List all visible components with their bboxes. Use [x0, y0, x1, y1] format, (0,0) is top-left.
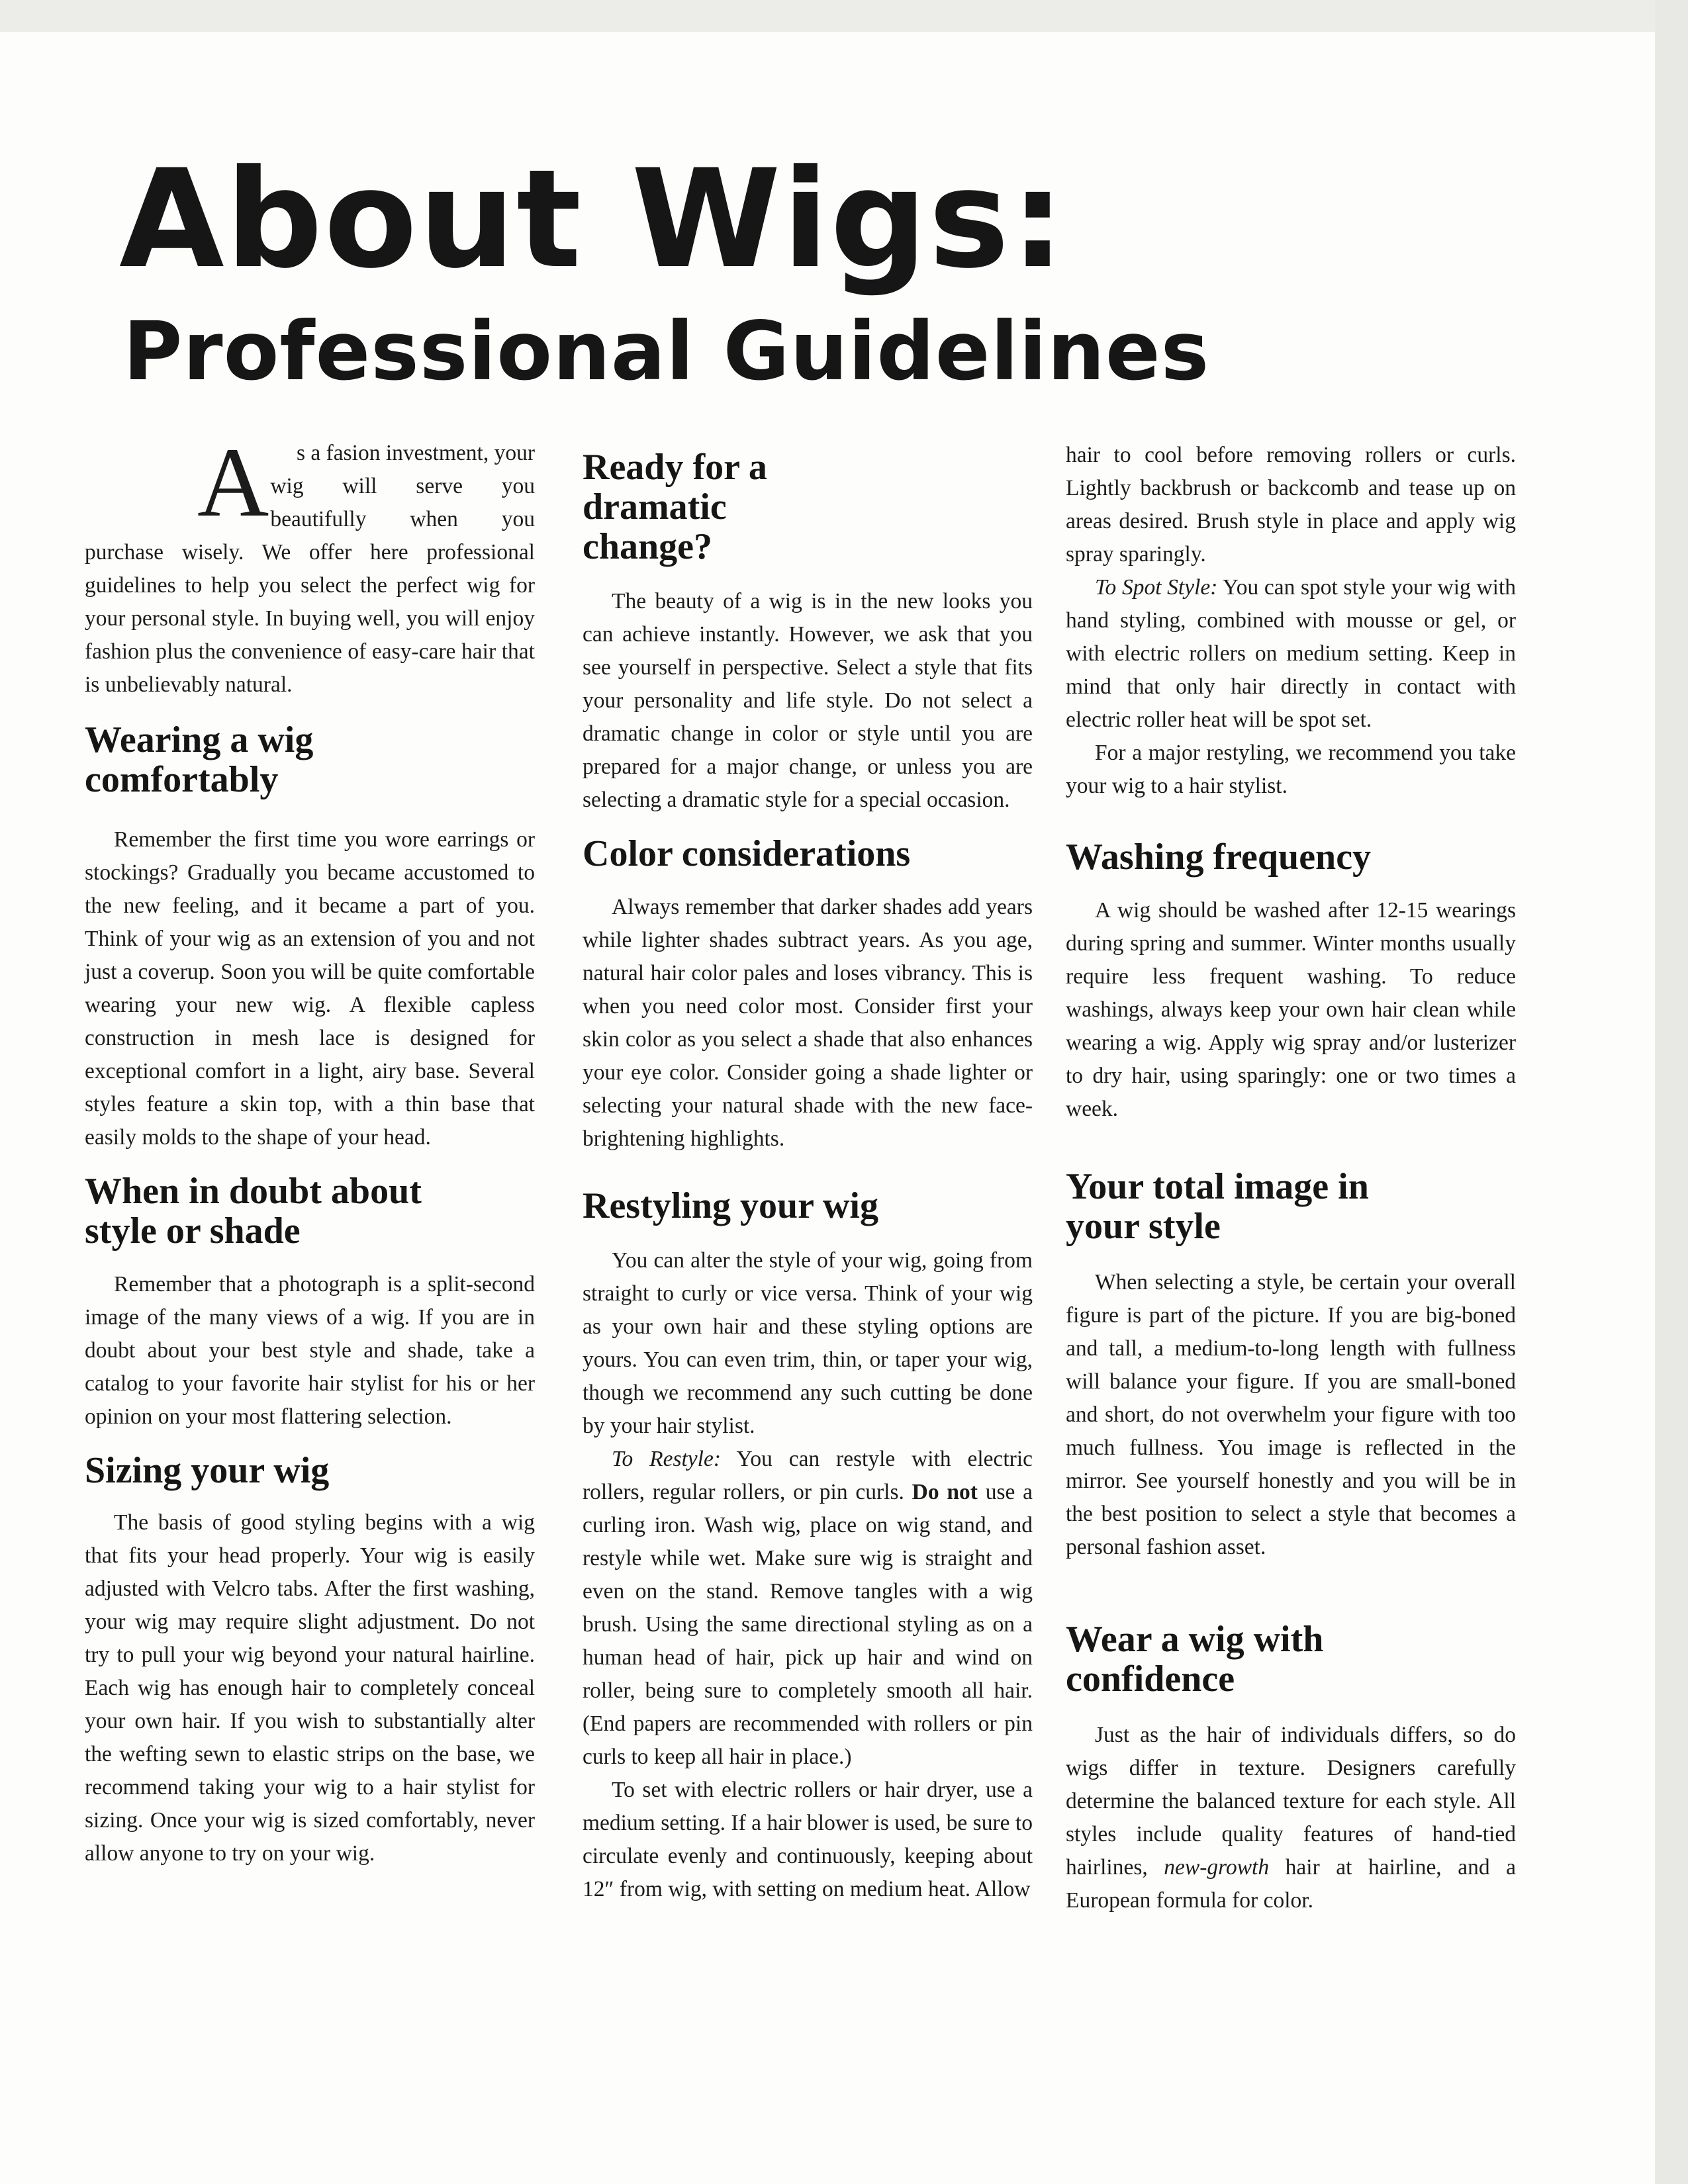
intro-text: wig will serve you beautifully when you purchase wisely. We offer here professional guidelines to help you select the perfect wig for your personal style. In buying well, you will enjoy fashion plus the convenience of easy-care hair that is unbelievably natural.	[85, 474, 535, 697]
body-doubt: Remember that a photograph is a split-second image of the many views of a wig. If you are in doubt about your best style and shade, take a catalog to your favorite hair stylist for his or her opinion on your most flattering selection.	[85, 1272, 535, 1429]
heading-wearing: Wearing a wig comfortably	[85, 719, 314, 800]
body-restyling-5	[1066, 571, 1516, 737]
heading-washing: Washing frequency	[1066, 837, 1372, 878]
body-image: When selecting a style, be certain your overall figure is part of the picture. If you are big-boned and tall, a medium-to-long length with fullness will balance your figure. If you are small-boned and short, do not overwhelm your figure with too much fullness. You image is reflected in the mirror. See yourself honestly and you will be in the best position to select a style that becomes a personal fashion asset.	[1066, 1270, 1516, 1559]
drop-cap: A	[197, 428, 269, 537]
heading-restyling: Restyling your wig	[583, 1185, 878, 1226]
restyle-text-a: You can restyle with electric rollers, regular rollers, or pin curls.	[583, 1447, 1033, 1504]
body-restyling-4: hair to cool before removing rollers or curls. Lightly backbrush or backcomb and tease up on areas desired. Brush style in place and apply wig spray sparingly.	[1066, 443, 1516, 567]
to-spot-style-label: To Spot Style:	[1095, 575, 1218, 600]
body-confidence	[1066, 1719, 1516, 1917]
heading-doubt: When in doubt about style or shade	[85, 1171, 422, 1251]
column-3	[1066, 439, 1516, 1917]
heading-dramatic: Ready for a dramatic change?	[583, 447, 767, 567]
body-washing: A wig should be washed after 12-15 wearings during spring and summer. Winter months usually require less frequent washing. To reduce washings, always keep your own hair clean while wearing a wig. Apply wig spray and/or lusterizer to dry hair, using sparingly: one or two times a week.	[1066, 898, 1516, 1121]
do-not-emphasis: Do not	[912, 1480, 978, 1504]
scan-edge-top	[0, 0, 1688, 32]
column-2	[583, 447, 1033, 1906]
column-1	[85, 428, 535, 1870]
confidence-text-b: hair at hairline, and a European formula for color.	[1066, 1855, 1517, 1913]
heading-confidence: Wear a wig with confidence	[1066, 1619, 1324, 1700]
confidence-text-a: Just as the hair of individuals differs, so do wigs differ in texture. Designers carefully determine the balanced texture for each style. All styles include quality features of hand-tied hairlines,	[1066, 1723, 1516, 1880]
heading-color: Color considerations	[583, 833, 911, 874]
page-title: About Wigs:	[119, 141, 1066, 298]
body-restyling-6: For a major restyling, we recommend you take your wig to a hair stylist.	[1066, 741, 1516, 798]
page-subtitle: Professional Guidelines	[123, 304, 1210, 398]
heading-sizing: Sizing your wig	[85, 1450, 330, 1491]
body-restyling-3: To set with electric rollers or hair dryer, use a medium setting. If a hair blower is used, be sure to circulate evenly and continuously, keeping about 12″ from wig, with setting on medium heat. Allow	[583, 1778, 1033, 1901]
body-sizing: The basis of good styling begins with a wig that fits your head properly. Your wig is easily adjusted with Velcro tabs. After the first washing, your wig may require slight adjustment. Do not try to pull your wig beyond your natural hairline. Each wig has enough hair to completely conceal your own hair. If you wish to substantially alter the wefting sewn to elastic strips on the base, we recommend taking your wig to a hair stylist for sizing. Once your wig is sized comfortably, never allow anyone to try on your wig.	[85, 1510, 535, 1866]
heading-image: Your total image in your style	[1066, 1166, 1369, 1247]
restyle-text-b: use a curling iron. Wash wig, place on wig stand, and restyle while wet. Make sure wig is straight and even on the stand. Remove tangles with a wig brush. Using the same directional styling as on a human head of hair, pick up hair and wind on roller, being sure to completely smooth all hair. (End papers are recommended with rollers or pin curls to keep all hair in place.)	[583, 1480, 1033, 1769]
body-wearing: Remember the first time you wore earrings or stockings? Gradually you became accustomed to the new feeling, and it became a part of you. Think of your wig as an extension of you and not just a coverup. Soon you will be quite comfortable wearing your new wig. A flexible capless construction in mesh lace is designed for exceptional comfort in a light, airy base. Several styles feature a skin top, with a thin base that easily molds to the shape of your head.	[85, 827, 535, 1150]
body-dramatic: The beauty of a wig is in the new looks you can achieve instantly. However, we ask that you see yourself in perspective. Select a style that fits your personality and life style. Do not select a dramatic change in color or style until you are prepared for a major change, or unless you are selecting a dramatic style for a special occasion.	[583, 589, 1033, 812]
body-restyling-1: You can alter the style of your wig, going from straight to curly or vice versa. Think of your wig as your own hair and these styling options are yours. You can even trim, thin, or taper your wig, though we recommend any such cutting be done by your hair stylist.	[583, 1248, 1033, 1438]
scan-edge-right	[1655, 0, 1688, 2184]
intro-first-line: s a fasion investment, your	[296, 441, 535, 465]
spot-style-text: You can spot style your wig with hand styling, combined with mousse or gel, or with electric rollers on medium setting. Keep in mind that only hair directly in contact with electric roller heat will be spot set.	[1066, 575, 1516, 732]
new-growth-emphasis: new-growth	[1164, 1855, 1270, 1880]
body-restyling-2	[583, 1443, 1033, 1774]
body-color: Always remember that darker shades add years while lighter shades subtract years. As you age, natural hair color pales and loses vibrancy. This is when you need color most. Consider first your skin color as you select a shade that also enhances your eye color. Consider going a shade lighter or selecting your natural shade with the new face-brightening highlights.	[583, 895, 1033, 1151]
to-restyle-label: To Restyle:	[612, 1447, 721, 1471]
intro-paragraph	[85, 428, 535, 702]
